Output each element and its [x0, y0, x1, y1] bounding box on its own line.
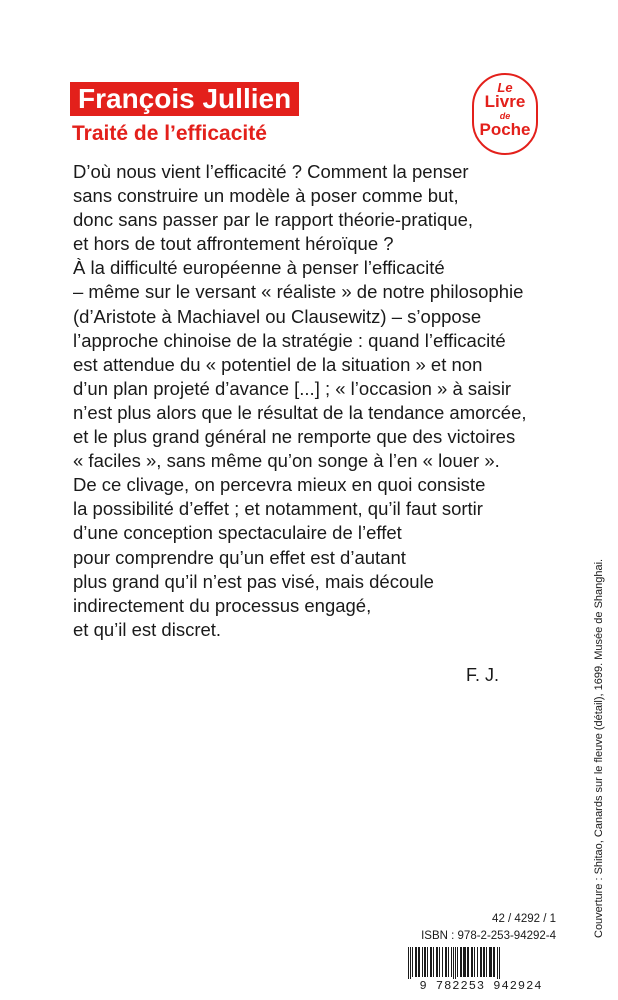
- barcode-bar: [489, 947, 492, 977]
- barcode-bar: [471, 947, 473, 977]
- blurb-line: sans construire un modèle à poser comme but,: [73, 185, 459, 207]
- barcode-bar: [453, 947, 454, 979]
- signature: F. J.: [466, 665, 500, 685]
- blurb-line: D’où nous vient l’efficacité ? Comment la penser: [73, 161, 469, 182]
- barcode-bar: [499, 947, 500, 979]
- barcode-bar: [418, 947, 420, 977]
- barcode-bar: [445, 947, 447, 977]
- blurb-line: et qu’il est discret.: [73, 618, 222, 640]
- blurb-line: d’un plan projeté d’avance [...] ; « l’occasion » à saisir: [73, 377, 512, 399]
- blurb-line: et hors de tout affrontement héroïque ?: [73, 233, 394, 255]
- logo-line-1: Le: [497, 80, 513, 95]
- blurb-line: d’une conception spectaculaire de l’effet: [73, 522, 402, 544]
- barcode-bar: [455, 947, 456, 979]
- catalog-number: 42 / 4292 / 1: [492, 913, 556, 925]
- barcode-bar: [422, 947, 423, 977]
- blurb-line: n’est plus alors que le résultat de la tendance amorcée,: [73, 401, 527, 423]
- barcode: [406, 947, 556, 991]
- barcode-bar: [451, 947, 452, 977]
- barcode-bar: [408, 947, 409, 979]
- barcode-bar: [467, 947, 469, 977]
- barcode-bar: [483, 947, 485, 977]
- blurb-line: « faciles », sans même qu’on songe à l’en « louer ».: [73, 450, 500, 472]
- blurb-line: De ce clivage, on percevra mieux en quoi consiste: [73, 474, 486, 496]
- blurb-line: pour comprendre qu’un effet est d’autant: [73, 546, 406, 568]
- barcode-bar: [493, 947, 495, 977]
- blurb-line: la possibilité d’effet ; et notamment, qu’il faut sortir: [73, 498, 483, 520]
- blurb-line: donc sans passer par le rapport théorie-pratique,: [73, 209, 474, 231]
- blurb-line: est attendue du « potentiel de la situation » et non: [73, 353, 483, 375]
- isbn: ISBN : 978-2-253-94292-4: [421, 930, 556, 942]
- blurb-line: À la difficulté européenne à penser l’efficacité: [73, 257, 445, 279]
- barcode-bar: [474, 947, 475, 977]
- blurb-line: indirectement du processus engagé,: [73, 594, 372, 616]
- barcode-bar: [412, 947, 413, 977]
- barcode-bar: [497, 947, 498, 979]
- barcode-bar: [486, 947, 487, 977]
- logo-line-3: de: [499, 111, 511, 121]
- book-title: Traité de l’efficacité: [72, 122, 267, 145]
- barcode-bar: [439, 947, 440, 977]
- barcode-bar: [448, 947, 449, 977]
- logo-line-4: Poche: [479, 120, 531, 139]
- blurb-line: (d’Aristote à Machiavel ou Clausewitz) – s’oppose: [73, 305, 482, 327]
- barcode-bar: [477, 947, 478, 977]
- le-livre-de-poche-logo: [472, 73, 538, 155]
- barcode-bars: [408, 947, 500, 979]
- blurb-line: l’approche chinoise de la stratégie : quand l’efficacité: [73, 329, 506, 351]
- barcode-bar: [463, 947, 466, 977]
- barcode-bar: [480, 947, 482, 977]
- barcode-bar: [460, 947, 462, 977]
- blurb-line: plus grand qu’il n’est pas visé, mais découle: [73, 570, 434, 592]
- barcode-bar: [415, 947, 417, 977]
- back-cover-blurb: [73, 160, 593, 642]
- barcode-bar: [457, 947, 458, 977]
- logo-line-2: Livre: [484, 92, 526, 111]
- barcode-bar: [424, 947, 426, 977]
- barcode-bar: [430, 947, 432, 977]
- cover-credit: Couverture : Shitao, Canards sur le fleuve (détail), 1699. Musée de Shanghai.: [593, 558, 605, 938]
- author-name: François Jullien: [70, 82, 299, 116]
- barcode-bar: [427, 947, 428, 977]
- barcode-digits: 9 782253 942924: [419, 979, 543, 991]
- barcode-bar: [436, 947, 438, 977]
- barcode-bar: [410, 947, 411, 979]
- blurb-line: – même sur le versant « réaliste » de notre philosophie: [73, 281, 524, 303]
- barcode-bar: [442, 947, 443, 977]
- barcode-bar: [433, 947, 434, 977]
- blurb-line: et le plus grand général ne remporte que des victoires: [73, 426, 516, 448]
